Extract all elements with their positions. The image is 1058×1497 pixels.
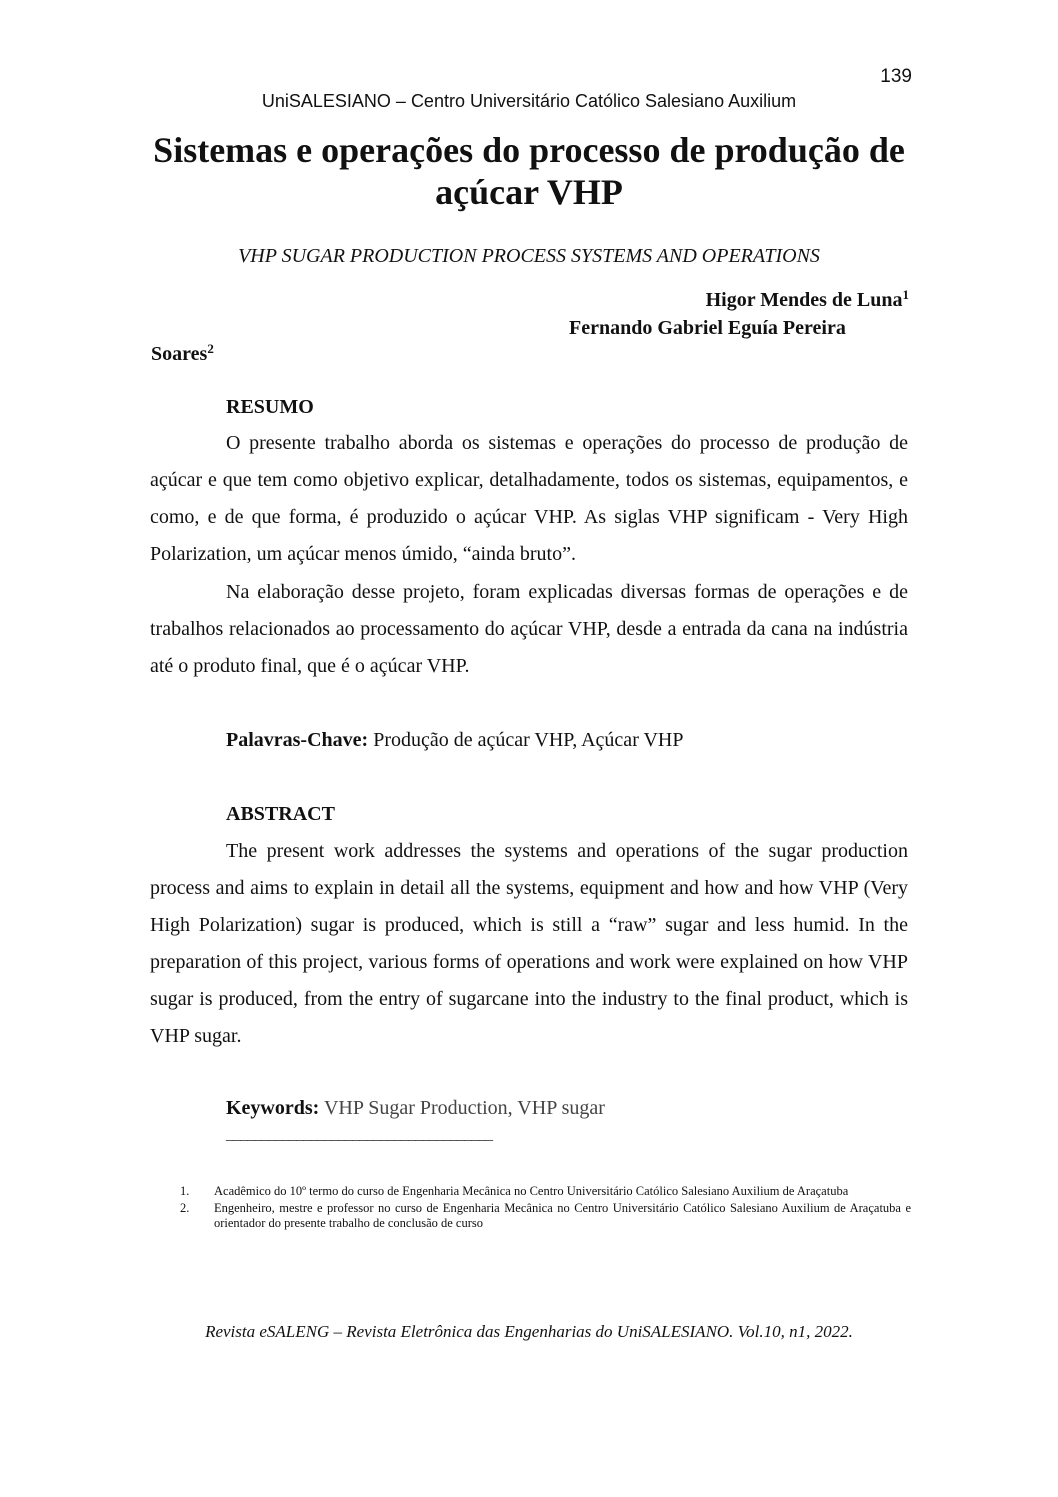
- author-2-line-1: Fernando Gabriel Eguía Pereira: [569, 317, 846, 339]
- footnote-text: Acadêmico do 10º termo do curso de Engenharia Mecânica no Centro Universitário Católico Salesiano Auxilium de Araçatuba: [214, 1184, 849, 1198]
- footnote-item: [180, 1201, 911, 1231]
- paper-title: [120, 129, 938, 213]
- resumo-keywords-value: Produção de açúcar VHP, Açúcar VHP: [373, 729, 684, 751]
- abstract-keywords: [226, 1097, 605, 1120]
- institution-header: UniSALESIANO – Centro Universitário Católico Salesiano Auxilium: [261, 91, 797, 111]
- resumo-keywords: [226, 729, 684, 752]
- author-1-footnote-mark: 1: [902, 286, 909, 302]
- author-2-line-2: [151, 340, 214, 366]
- paper-subtitle: VHP SUGAR PRODUCTION PROCESS SYSTEMS AND OPERATIONS: [238, 245, 820, 267]
- abstract-keywords-label: Keywords:: [226, 1097, 320, 1119]
- resumo-heading: RESUMO: [226, 396, 314, 418]
- footnote-item: [180, 1184, 911, 1199]
- resumo-paragraph-1: O presente trabalho aborda os sistemas e operações do processo de produção de açúcar e que tem como objetivo explicar, detalhadamente, todos os sistemas, equipamentos, e como, e de que forma, é produzido o açúcar VHP. As siglas VHP significam - Very High Polarization, um açúcar menos úmido, “ainda bruto”.: [150, 432, 908, 565]
- abstract-keywords-value: VHP Sugar Production, VHP sugar: [323, 1097, 605, 1119]
- footnote-number: 1.: [180, 1184, 190, 1198]
- abstract-paragraph: The present work addresses the systems and operations of the sugar production process and aims to explain in detail all the systems, equipment and how and how VHP (Very High Polarization) sugar is produced, which is still a “raw” sugar and less humid. In the preparation of this project, various forms of operations and work were explained on how VHP sugar is produced, from the entry of sugarcane into the industry to the final product, which is VHP sugar.: [150, 840, 908, 1047]
- author-2-footnote-mark: 2: [207, 340, 214, 356]
- resumo-keywords-label: Palavras-Chave:: [226, 729, 369, 751]
- footnote-text: Engenheiro, mestre e professor no curso de Engenharia Mecânica no Centro Universitário Católico Salesiano Auxilium de Araçatuba e orientador do presente trabalho de conclusão de curso: [214, 1201, 911, 1230]
- resumo-paragraph-2: Na elaboração desse projeto, foram explicadas diversas formas de operações e de trabalhos relacionados ao processamento do açúcar VHP, desde a entrada da cana na indústria até o produto final, que é o açúcar VHP.: [150, 581, 908, 677]
- paper-title-line-2: açúcar VHP: [435, 172, 623, 212]
- abstract-heading: ABSTRACT: [226, 803, 335, 825]
- footnote-separator: ______________________________________: [226, 1126, 492, 1143]
- footnote-number: 2.: [180, 1201, 190, 1215]
- author-2-name-end: Soares: [151, 343, 208, 365]
- footnotes: [180, 1184, 911, 1233]
- page-number: 139: [880, 66, 912, 87]
- journal-footer: Revista eSALENG – Revista Eletrônica das Engenharias do UniSALESIANO. Vol.10, n1, 2022.: [205, 1322, 853, 1341]
- author-1-name: Higor Mendes de Luna: [705, 289, 903, 311]
- author-1: [705, 286, 909, 312]
- paper-title-line-1: Sistemas e operações do processo de produção de: [153, 130, 905, 170]
